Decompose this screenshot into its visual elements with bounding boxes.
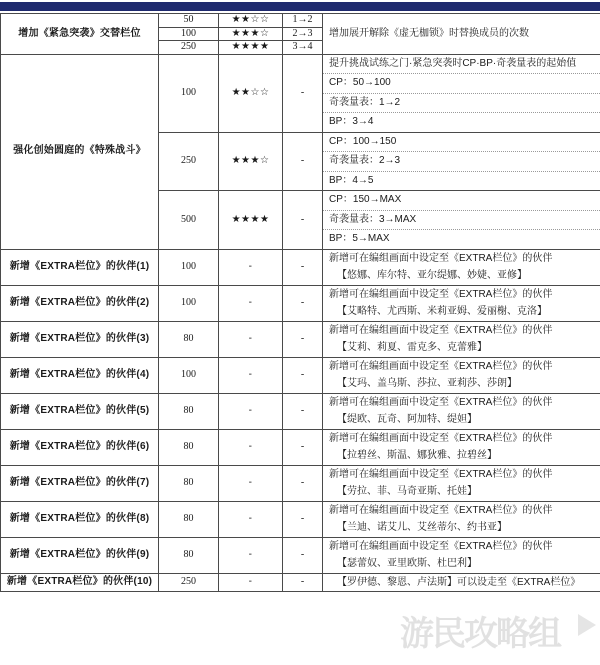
description-line: 奇袭量表：2→3 [323,151,600,171]
table-row [1,501,600,537]
level-change-cell: - [283,357,323,393]
feature-name-cell: 新增《EXTRA栏位》的伙伴(4) [1,357,159,393]
description-cell [323,393,600,429]
feature-name-cell: 新增《EXTRA栏位》的伙伴(5) [1,393,159,429]
description-line: BP：3→4 [323,112,600,132]
feature-name-cell: 增加《紧急突袭》交替栏位 [1,14,159,55]
partner-list-line: 【拉碧丝、斯温、娜狄雅、拉碧丝】 [337,450,497,461]
description-cell [323,501,600,537]
star-rating-cell: - [219,573,283,592]
partner-list-line: 【艾玛、盖乌斯、莎拉、亚莉莎、莎朗】 [337,378,517,389]
description-line: 奇袭量表：1→2 [323,93,600,113]
feature-name-cell: 新增《EXTRA栏位》的伙伴(7) [1,465,159,501]
level-change-cell: 1→2 [283,14,323,28]
star-rating-cell: ★★★★ [219,41,283,55]
star-rating-cell: - [219,321,283,357]
star-rating-cell: ★★★☆ [219,27,283,41]
star-rating-cell: - [219,501,283,537]
description-line: 新增可在编组画面中设定至《EXTRA栏位》的伙伴 [329,360,553,372]
cost-cell: 100 [159,54,219,132]
description-line: 新增可在编组画面中设定至《EXTRA栏位》的伙伴 [329,252,553,264]
description-line: 新增可在编组画面中设定至《EXTRA栏位》的伙伴 [329,288,553,300]
table-row [1,537,600,573]
feature-name-cell: 新增《EXTRA栏位》的伙伴(9) [1,537,159,573]
description-cell [323,14,600,55]
feature-name-cell: 新增《EXTRA栏位》的伙伴(1) [1,249,159,285]
level-change-cell: 2→3 [283,27,323,41]
cost-cell: 250 [159,132,219,191]
partner-list-line: 【瑟蕾奴、亚里欧斯、杜巴利】 [337,558,477,569]
star-rating-cell: ★★☆☆ [219,14,283,28]
level-change-cell: 3→4 [283,41,323,55]
feature-name-cell: 新增《EXTRA栏位》的伙伴(2) [1,285,159,321]
table-row [1,54,600,132]
cost-cell: 50 [159,14,219,28]
cost-cell: 100 [159,249,219,285]
description-line: 奇袭量表：3→MAX [323,210,600,230]
level-change-cell: - [283,465,323,501]
star-rating-cell: ★★★★ [219,191,283,250]
cost-cell: 100 [159,357,219,393]
description-cell [323,132,600,191]
cost-cell: 80 [159,465,219,501]
cost-cell: 80 [159,393,219,429]
watermark-text: 游民攻略组 [400,615,560,653]
table-row [1,465,600,501]
table-row [1,249,600,285]
description-line: BP：5→MAX [323,229,600,249]
star-rating-cell: - [219,393,283,429]
feature-name-cell: 强化创始圆庭的《特殊战斗》 [1,54,159,249]
partner-list-line: 【艾略特、尤西斯、米莉亚姆、爱丽榭、克洛】 [337,306,547,317]
description-line: BP：4→5 [323,171,600,191]
table-row [1,357,600,393]
star-rating-cell: ★★★☆ [219,132,283,191]
feature-name-cell: 新增《EXTRA栏位》的伙伴(10) [1,573,159,592]
description-cell [323,465,600,501]
header-navy-band [0,2,600,11]
description-cell [323,573,600,592]
star-rating-cell: - [219,537,283,573]
description-line: 新增可在编组画面中设定至《EXTRA栏位》的伙伴 [329,540,553,552]
cost-cell: 100 [159,285,219,321]
star-rating-cell: - [219,429,283,465]
cost-cell: 500 [159,191,219,250]
level-change-cell: - [283,501,323,537]
description-line: 新增可在编组画面中设定至《EXTRA栏位》的伙伴 [329,396,553,408]
level-change-cell: - [283,249,323,285]
level-change-cell: - [283,285,323,321]
description-line: CP：100→150 [329,135,397,147]
upgrade-table [0,13,600,592]
cost-cell: 80 [159,537,219,573]
table-row [1,285,600,321]
star-rating-cell: - [219,465,283,501]
partner-list-line: 【劳拉、菲、马奇亚斯、托娃】 [337,486,477,497]
description-cell [323,357,600,393]
cost-cell: 80 [159,429,219,465]
description-line: 提升挑战试练之门·紧急突袭时CP·BP·奇袭量表的起始值 [329,57,577,69]
partner-list-line: 【缇欧、瓦奇、阿加特、缇妲】 [337,414,477,425]
level-change-cell: - [283,573,323,592]
feature-name-cell: 新增《EXTRA栏位》的伙伴(6) [1,429,159,465]
cost-cell: 80 [159,501,219,537]
partner-list-line: 【兰迪、诺艾儿、艾丝蒂尔、约书亚】 [337,522,507,533]
description-line: 新增可在编组画面中设定至《EXTRA栏位》的伙伴 [329,432,553,444]
partner-list-line: 【悠娜、库尔特、亚尔缇娜、妙婕、亚修】 [337,270,527,281]
table-row [1,429,600,465]
description-cell [323,54,600,132]
table-row [1,321,600,357]
triangle-right-icon [578,614,596,636]
description-line: 新增可在编组画面中设定至《EXTRA栏位》的伙伴 [329,324,553,336]
cost-cell: 250 [159,573,219,592]
cost-cell: 100 [159,27,219,41]
partner-list-line: 【罗伊德、黎恩、卢法斯】可以设走至《EXTRA栏位》 [337,576,581,588]
level-change-cell: - [283,54,323,132]
level-change-cell: - [283,429,323,465]
description-cell [323,537,600,573]
description-cell [323,249,600,285]
description-cell [323,191,600,250]
description-text: 增加展开解除《虚无枷锁》时替换成员的次数 [329,27,529,39]
star-rating-cell: - [219,357,283,393]
star-rating-cell: ★★☆☆ [219,54,283,132]
level-change-cell: - [283,191,323,250]
description-line: CP：150→MAX [329,194,402,205]
description-cell [323,285,600,321]
table-row [1,393,600,429]
description-line: 新增可在编组画面中设定至《EXTRA栏位》的伙伴 [329,468,553,480]
description-cell [323,321,600,357]
level-change-cell: - [283,132,323,191]
feature-name-cell: 新增《EXTRA栏位》的伙伴(3) [1,321,159,357]
site-watermark [396,604,596,659]
data-table-wrapper [0,13,600,592]
cost-cell: 250 [159,41,219,55]
level-change-cell: - [283,537,323,573]
level-change-cell: - [283,393,323,429]
partner-list-line: 【艾莉、莉夏、雷克多、克蕾雅】 [337,342,487,353]
table-row [1,14,600,28]
description-cell [323,429,600,465]
level-change-cell: - [283,321,323,357]
star-rating-cell: - [219,285,283,321]
table-row [1,573,600,592]
cost-cell: 80 [159,321,219,357]
star-rating-cell: - [219,249,283,285]
description-line: 新增可在编组画面中设定至《EXTRA栏位》的伙伴 [329,504,553,516]
description-line: CP：50→100 [323,73,600,93]
feature-name-cell: 新增《EXTRA栏位》的伙伴(8) [1,501,159,537]
